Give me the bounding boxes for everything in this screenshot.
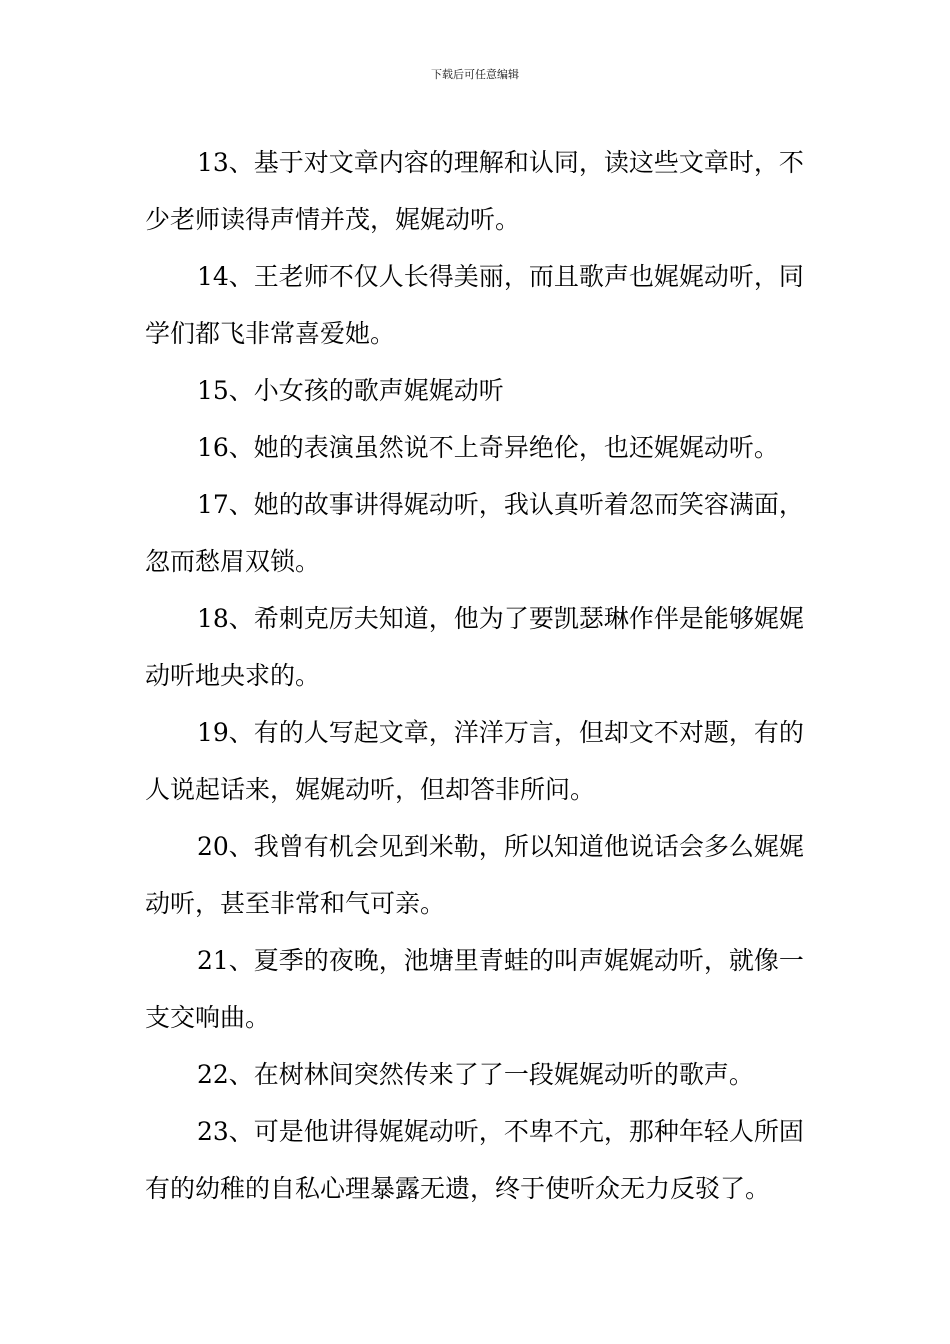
page-header: 下载后可任意编辑 <box>431 68 519 81</box>
paragraph-19 <box>145 704 825 818</box>
paragraph-line: 19、有的人写起文章，洋洋万言，但却文不对题，有 <box>197 718 779 747</box>
paragraph-line: 固有的幼稚的自私心理暴露无遗，终于使听众无力反驳了。 <box>145 1117 804 1203</box>
paragraph-16 <box>145 419 825 476</box>
paragraph-line: 21、夏季的夜晚，池塘里青蛙的叫声娓娓动听，就像 <box>197 946 779 975</box>
paragraph-14 <box>145 248 825 362</box>
paragraph-line: 20、我曾有机会见到米勒，所以知道他说话会多么娓 <box>197 832 779 861</box>
paragraph-18 <box>145 590 825 704</box>
paragraph-line: 17、她的故事讲得娓动听，我认真听着忽而笑容满面， <box>197 490 804 519</box>
paragraph-15 <box>145 362 825 419</box>
paragraph-22 <box>145 1046 825 1103</box>
paragraph-line: 15、小女孩的歌声娓娓动听 <box>197 376 504 405</box>
paragraph-line: 18、希刺克厉夫知道，他为了要凯瑟琳作伴是能够娓 <box>197 604 779 633</box>
paragraph-line: 的人说起话来，娓娓动听，但却答非所问。 <box>145 718 804 804</box>
paragraph-23 <box>145 1103 825 1217</box>
paragraph-line: 23、可是他讲得娓娓动听，不卑不亢，那种年轻人所 <box>197 1117 779 1146</box>
paragraph-line: 娓动听，甚至非常和气可亲。 <box>145 832 804 918</box>
document-body <box>145 134 825 1217</box>
paragraph-17 <box>145 476 825 590</box>
paragraph-13 <box>145 134 825 248</box>
paragraph-line: 忽而愁眉双锁。 <box>145 547 321 576</box>
paragraph-line: 一支交响曲。 <box>145 946 804 1032</box>
paragraph-20 <box>145 818 825 932</box>
paragraph-line: 娓动听地央求的。 <box>145 604 804 690</box>
paragraph-21 <box>145 932 825 1046</box>
paragraph-line: 16、她的表演虽然说不上奇异绝伦，也还娓娓动听。 <box>197 433 779 462</box>
paragraph-line: 同学们都飞非常喜爱她。 <box>145 262 804 348</box>
paragraph-line: 不少老师读得声情并茂，娓娓动听。 <box>145 148 804 234</box>
paragraph-line: 14、王老师不仅人长得美丽，而且歌声也娓娓动听， <box>197 262 779 291</box>
paragraph-line: 13、基于对文章内容的理解和认同，读这些文章时， <box>197 148 779 177</box>
paragraph-line: 22、在树林间突然传来了了一段娓娓动听的歌声。 <box>197 1060 754 1089</box>
